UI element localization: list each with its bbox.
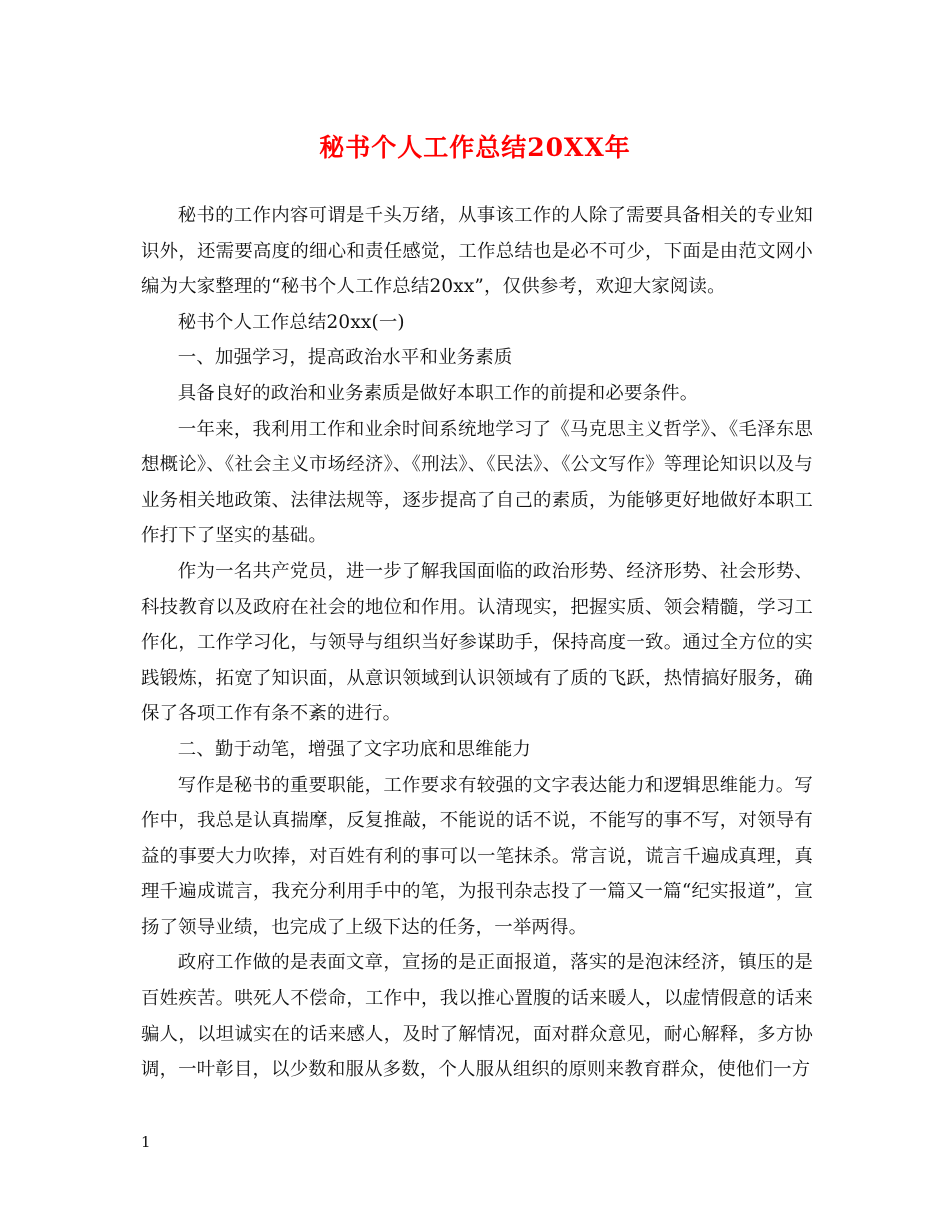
subsection-heading: 一、加强学习，提高政治水平和业务素质 <box>177 347 513 369</box>
intro-paragraph: 秘书的工作内容可谓是千头万绪，从事该工作的人除了需要具备相关的专业知识外，还需要高度的细心和责任感觉，工作总结也是必不可少，下面是由范文网小编为大家整理的“秘书个人工作总结20xx”，仅供参考，欢迎大家阅读。 <box>141 205 813 298</box>
body-paragraph: 一年来，我利用工作和业余时间系统地学习了《马克思主义哲学》、《毛泽东思想概论》、《社会主义市场经济》、《刑法》、《民法》、《公文写作》等理论知识以及与业务相关地政策、法律法规等，逐步提高了自己的素质，为能够更好地做好本职工作打下了坚实的基础。 <box>141 418 813 547</box>
page-number: 1 <box>141 1133 151 1151</box>
body-paragraph: 作为一名共产党员，进一步了解我国面临的政治形势、经济形势、社会形势、科技教育以及政府在社会的地位和作用。认清现实，把握实质、领会精髓，学习工作化，工作学习化，与领导与组织当好参谋助手，保持高度一致。通过全方位的实践锻炼，拓宽了知识面，从意识领域到认识领域有了质的飞跃，热情搞好服务，确保了各项工作有条不紊的进行。 <box>141 560 813 725</box>
document-title: 秘书个人工作总结20XX年 <box>319 133 631 162</box>
subsection-heading: 二、勤于动笔，增强了文字功底和思维能力 <box>177 738 532 760</box>
body-paragraph: 写作是秘书的重要职能，工作要求有较强的文字表达能力和逻辑思维能力。写作中，我总是认真揣摩，反复推敲，不能说的话不说，不能写的事不写，对领导有益的事要大力吹捧，对百姓有利的事可以一笔抹杀。常言说，谎言千遍成真理，真理千遍成谎言，我充分利用手中的笔，为报刊杂志投了一篇又一篇“纪实报道”，宣扬了领导业绩，也完成了上级下达的任务，一举两得。 <box>141 774 813 938</box>
body-paragraph: 具备良好的政治和业务素质是做好本职工作的前提和必要条件。 <box>177 382 699 404</box>
body-paragraph: 政府工作做的是表面文章，宣扬的是正面报道，落实的是泡沫经济，镇压的是百姓疾苦。哄死人不偿命，工作中，我以推心置腹的话来暖人，以虚情假意的话来骗人，以坦诚实在的话来感人，及时了解情况，面对群众意见，耐心解释，多方协调，一叶彰目，以少数和服从多数，个人服从组织的原则来教育群众，使他们一方 <box>141 952 813 1081</box>
section-heading: 秘书个人工作总结20xx(一) <box>177 311 405 333</box>
document-body <box>141 198 813 1088</box>
